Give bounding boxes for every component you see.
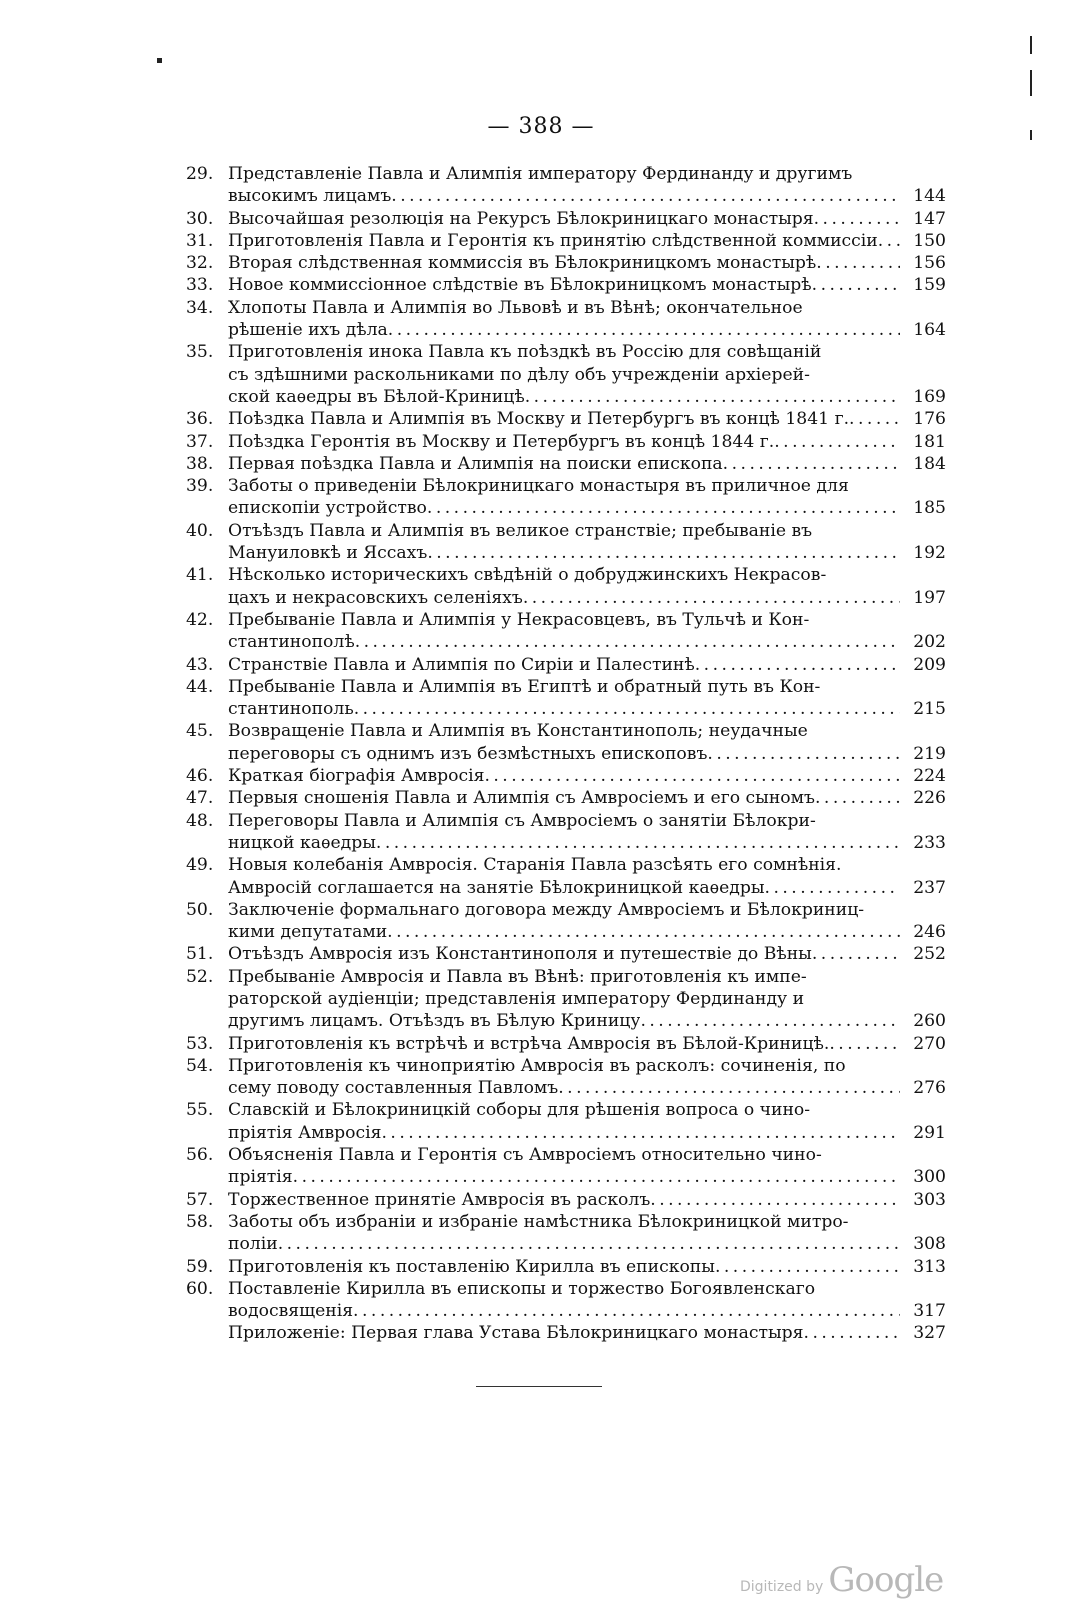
entry-page: 156 (913, 253, 946, 274)
entry-page: 224 (913, 766, 946, 787)
toc-entry (186, 787, 946, 809)
toc-entry (186, 520, 946, 565)
entry-title-line: Пребываніе Павла и Алимпія у Некрасовцевъ, въ Тульчѣ и Кон- (228, 609, 810, 630)
dot-leader (387, 921, 900, 943)
entry-title-line: Мануиловкѣ и Яссахъ (228, 543, 428, 564)
toc-entry (186, 431, 946, 453)
dot-leader (484, 765, 900, 787)
entry-title-line: Краткая біографія Амвросія (228, 766, 485, 787)
entry-page: 252 (913, 944, 946, 965)
dot-leader (355, 631, 900, 653)
dot-leader (427, 542, 900, 564)
dot-leader (353, 1300, 900, 1322)
entry-number: 41. (186, 565, 214, 586)
entry-title-line: рѣшеніе ихъ дѣла (228, 320, 388, 341)
toc-entry (186, 765, 946, 787)
entry-page: 237 (913, 877, 946, 898)
dot-leader (812, 943, 900, 965)
dot-leader (293, 1166, 900, 1188)
entry-title-line: сему поводу составленныя Павломъ (228, 1078, 559, 1099)
dot-leader (354, 698, 900, 720)
entry-title-line: пріятія Амвросія (228, 1122, 382, 1143)
entry-page: 169 (913, 386, 946, 407)
entry-page: 246 (913, 922, 946, 943)
entry-number: 48. (186, 810, 214, 831)
entry-page: 313 (913, 1256, 946, 1277)
google-logo: Google (828, 1560, 944, 1600)
entry-title-line: Первыя сношенія Павла и Алимпія съ Амвросіемъ и его сыномъ (228, 788, 815, 809)
toc-entry (186, 1099, 946, 1144)
dot-leader (382, 1122, 901, 1144)
entry-number: 59. (186, 1256, 214, 1277)
entry-title-line: Приготовленія къ чиноприятію Амвросія въ расколъ: сочиненія, по (228, 1055, 846, 1076)
entry-title-line: Вторая слѣдственная коммиссія въ Бѣлокриницкомъ монастырѣ (228, 253, 817, 274)
entry-title-line: Заключеніе формальнаго договора между Амвросіемъ и Бѣлокриниц- (228, 899, 865, 920)
dot-leader (640, 1010, 900, 1032)
entry-page: 150 (913, 230, 946, 251)
entry-title-line: Пребываніе Амвросія и Павла въ Вѣнѣ: приготовленія къ импе- (228, 966, 807, 987)
entry-title-line: Приготовленія къ поставленію Кирилла въ епископы (228, 1256, 715, 1277)
entry-title-line: Приложеніе: Первая глава Устава Бѣлокриницкаго монастыря (228, 1323, 804, 1344)
entry-title-line: Высочайшая резолюція на Рекурсъ Бѣлокриницкаго монастыря (228, 208, 814, 229)
dot-leader (815, 787, 900, 809)
dot-leader (829, 1033, 900, 1055)
toc-entry (186, 297, 946, 342)
entry-number: 47. (186, 788, 214, 809)
entry-page: 202 (913, 632, 946, 653)
scan-edge-mark (1030, 36, 1032, 54)
page-number: — 388 — (487, 114, 595, 139)
toc-entry (186, 966, 946, 1033)
toc-entry (186, 274, 946, 296)
toc-entry (186, 654, 946, 676)
dot-leader (523, 587, 900, 609)
entry-title-line: Приготовленія Павла и Геронтія къ принятію слѣдственной коммиссіи (228, 230, 878, 251)
entry-page: 276 (913, 1078, 946, 1099)
entry-title-line: высокимъ лицамъ (228, 186, 392, 207)
dot-leader (774, 431, 900, 453)
entry-number: 50. (186, 899, 214, 920)
toc-entry (186, 1189, 946, 1211)
entry-number: 54. (186, 1055, 214, 1076)
entry-page: 226 (913, 788, 946, 809)
dot-leader (388, 319, 900, 341)
toc-entry (186, 676, 946, 721)
entry-page: 219 (913, 743, 946, 764)
watermark-prefix: Digitized by (740, 1579, 824, 1595)
entry-number: 49. (186, 855, 214, 876)
toc-entry (186, 564, 946, 609)
entry-number: 42. (186, 609, 214, 630)
entry-page: 233 (913, 832, 946, 853)
entry-page: 327 (913, 1323, 946, 1344)
table-of-contents (186, 163, 946, 1345)
entry-number: 35. (186, 342, 214, 363)
entry-number: 51. (186, 944, 214, 965)
dot-leader (558, 1077, 900, 1099)
entry-page: 176 (913, 409, 946, 430)
entry-title-line: Объясненія Павла и Геронтія съ Амвросіемъ относительно чино- (228, 1145, 822, 1166)
entry-title-line: кими депутатами (228, 922, 388, 943)
entry-page: 215 (913, 699, 946, 720)
entry-title-line: пріятія (228, 1167, 293, 1188)
entry-number: 45. (186, 721, 214, 742)
entry-page: 291 (913, 1122, 946, 1143)
entry-number: 44. (186, 676, 214, 697)
entry-title-line: Хлопоты Павла и Алимпія во Львовѣ и въ Вѣнѣ; окончательное (228, 297, 803, 318)
dot-leader (849, 408, 900, 430)
entry-page: 159 (913, 275, 946, 296)
entry-page: 147 (913, 208, 946, 229)
entry-page: 300 (913, 1167, 946, 1188)
entry-page: 308 (913, 1234, 946, 1255)
entry-number: 57. (186, 1189, 214, 1210)
toc-entry (186, 1033, 946, 1055)
entry-number: 36. (186, 409, 214, 430)
dot-leader (695, 654, 900, 676)
toc-entry (186, 475, 946, 520)
toc-entry (186, 854, 946, 899)
entry-number: 30. (186, 208, 214, 229)
toc-entry (186, 720, 946, 765)
entry-title-line: Первая поѣздка Павла и Алимпія на поиски епископа (228, 453, 723, 474)
closing-rule (476, 1386, 602, 1387)
dot-leader (650, 1189, 900, 1211)
entry-title-line: Поѣздка Геронтія въ Москву и Петербургъ въ концѣ 1844 г. (228, 431, 775, 452)
entry-title-line: поліи (228, 1234, 278, 1255)
entry-number: 55. (186, 1100, 214, 1121)
toc-entry (186, 943, 946, 965)
entry-number: 58. (186, 1211, 214, 1232)
entry-number: 56. (186, 1145, 214, 1166)
scan-edge-mark (1030, 70, 1032, 96)
entry-title-line: ницкой каѳедры (228, 832, 376, 853)
dot-leader (765, 877, 900, 899)
entry-title-line: Нѣсколько историческихъ свѣдѣній о добруджинскихъ Некрасов- (228, 565, 827, 586)
entry-page: 192 (913, 543, 946, 564)
entry-number: 37. (186, 431, 214, 452)
toc-entry (186, 1144, 946, 1189)
toc-entry (186, 1211, 946, 1256)
entry-title-line: Заботы о приведеніи Бѣлокриницкаго монастыря въ приличное для (228, 476, 849, 497)
entry-title-line: Пребываніе Павла и Алимпія въ Египтѣ и обратный путь въ Кон- (228, 676, 821, 697)
entry-page: 144 (913, 186, 946, 207)
entry-title-line: Новое коммиссіонное слѣдствіе въ Бѣлокриницкомъ монастырѣ (228, 275, 812, 296)
entry-title-line: Отъѣздъ Павла и Алимпія въ великое странствіе; пребываніе въ (228, 520, 813, 541)
entry-title-line: Поѣздка Павла и Алимпія въ Москву и Петербургъ въ концѣ 1841 г. (228, 409, 850, 430)
entry-number: 34. (186, 297, 214, 318)
entry-title-line: Поставленіе Кирилла въ епископы и торжество Богоявленскаго (228, 1278, 816, 1299)
entry-page: 209 (913, 654, 946, 675)
toc-entry (186, 1055, 946, 1100)
entry-title-line: епископіи устройство (228, 498, 427, 519)
entry-number: 53. (186, 1033, 214, 1054)
entry-title-line: ской каѳедры въ Бѣлой-Криницѣ (228, 386, 525, 407)
toc-entry (186, 1322, 946, 1344)
entry-page: 260 (913, 1011, 946, 1032)
dot-leader (391, 185, 900, 207)
entry-title-line: Приготовленія инока Павла къ поѣздкѣ въ Россію для совѣщаній (228, 342, 822, 363)
toc-entry (186, 1256, 946, 1278)
toc-entry (186, 1278, 946, 1323)
toc-entry (186, 810, 946, 855)
entry-title-line: переговоры съ однимъ изъ безмѣстныхъ епископовъ (228, 743, 708, 764)
entry-page: 185 (913, 498, 946, 519)
toc-entry (186, 408, 946, 430)
entry-title-line: другимъ лицамъ. Отъѣздъ въ Бѣлую Криницу (228, 1011, 641, 1032)
dot-leader (816, 252, 900, 274)
entry-page: 197 (913, 587, 946, 608)
entry-page: 303 (913, 1189, 946, 1210)
entry-number: 39. (186, 476, 214, 497)
entry-title-line: Странствіе Павла и Алимпія по Сиріи и Палестинѣ (228, 654, 695, 675)
entry-page: 317 (913, 1301, 946, 1322)
entry-number: 40. (186, 520, 214, 541)
scan-speck (157, 58, 162, 63)
entry-title-line: Переговоры Павла и Алимпія съ Амвросіемъ о занятіи Бѣлокри- (228, 810, 816, 831)
entry-page: 181 (913, 431, 946, 452)
entry-title-line: раторской аудіенціи; представленія императору Фердинанду и (228, 988, 805, 1009)
dot-leader (278, 1233, 900, 1255)
entry-title-line: Амвросій соглашается на занятіе Бѣлокриницкой каѳедры (228, 877, 765, 898)
dot-leader (812, 274, 900, 296)
entry-number: 52. (186, 966, 214, 987)
entry-title-line: Возвращеніе Павла и Алимпія въ Константинополь; неудачные (228, 721, 808, 742)
dot-leader (715, 1256, 900, 1278)
dot-leader (723, 453, 900, 475)
dot-leader (804, 1322, 900, 1344)
toc-entry (186, 341, 946, 408)
entry-title-line: Приготовленія къ встрѣчѣ и встрѣча Амвросія въ Бѣлой-Криницѣ. (228, 1033, 830, 1054)
entry-title-line: Представленіе Павла и Алимпія императору Фердинанду и другимъ (228, 164, 853, 184)
entry-page: 270 (913, 1033, 946, 1054)
entry-title-line: Заботы объ избраніи и избраніе намѣстника Бѣлокриницкой митро- (228, 1211, 849, 1232)
entry-title-line: Отъѣздъ Амвросія изъ Константинополя и путешествіе до Вѣны (228, 944, 812, 965)
entry-title-line: цахъ и некрасовскихъ селеніяхъ (228, 587, 523, 608)
toc-entry (186, 252, 946, 274)
entry-number: 38. (186, 453, 214, 474)
entry-title-line: Славскій и Бѣлокриницкій соборы для рѣшенія вопроса о чино- (228, 1100, 811, 1121)
dot-leader (376, 832, 900, 854)
entry-number: 60. (186, 1278, 214, 1299)
entry-title-line: Новыя колебанія Амвросія. Старанія Павла разсѣять его сомнѣнія. (228, 855, 842, 876)
toc-entry (186, 453, 946, 475)
entry-number: 43. (186, 654, 214, 675)
toc-entry (186, 230, 946, 252)
entry-page: 184 (913, 453, 946, 474)
toc-entry (186, 899, 946, 944)
entry-title-line: съ здѣшними раскольниками по дѣлу объ учрежденіи архіерей- (228, 364, 810, 385)
entry-number: 32. (186, 253, 214, 274)
dot-leader (878, 230, 900, 252)
dot-leader (707, 743, 900, 765)
toc-entry (186, 609, 946, 654)
entry-number: 31. (186, 230, 214, 251)
toc-entry (186, 163, 946, 208)
digitized-watermark (740, 1560, 943, 1600)
entry-title-line: Торжественное принятіе Амвросія въ расколъ (228, 1189, 651, 1210)
entry-number: 46. (186, 766, 214, 787)
entry-title-line: стантинополь (228, 699, 354, 720)
entry-title-line: стантинополѣ (228, 632, 355, 653)
toc-entry (186, 208, 946, 230)
entry-number: 33. (186, 275, 214, 296)
entry-title-line: водосвященія (228, 1301, 354, 1322)
dot-leader (427, 497, 900, 519)
dot-leader (814, 208, 900, 230)
dot-leader (525, 386, 900, 408)
entry-number: 29. (186, 164, 214, 184)
entry-page: 164 (913, 320, 946, 341)
